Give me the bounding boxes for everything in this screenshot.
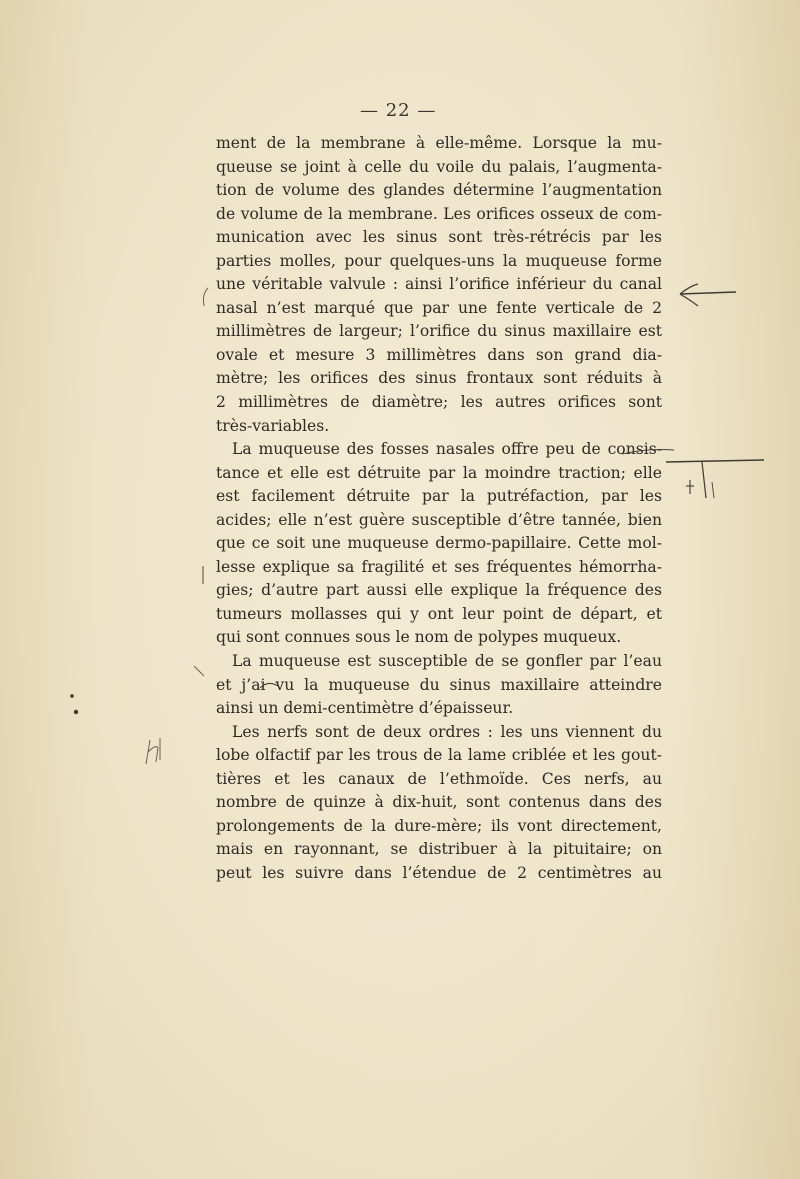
text-line: acides; elle n’est guère susceptible d’être tannée, bien — [216, 510, 662, 529]
text-line: mètre; les orifices des sinus frontaux sont réduits à — [216, 369, 662, 388]
ink-speck — [62, 690, 82, 720]
body-text — [216, 132, 662, 886]
paragraph-first-line: La muqueuse des fosses nasales offre peu de consis- — [232, 440, 662, 459]
paragraph-first-line: La muqueuse est susceptible de se gonfler par l’eau — [232, 652, 662, 671]
text-line: de volume de la membrane. Les orifices osseux de com- — [216, 204, 662, 223]
text-line: nasal n’est marqué que par une fente verticale de 2 — [216, 298, 662, 317]
text-line: queuse se joint à celle du voile du palais, l’augmenta- — [216, 157, 662, 176]
text-line: mais en rayonnant, se distribuer à la pituitaire; on — [216, 840, 662, 859]
text-line: tumeurs mollasses qui y ont leur point de départ, et — [216, 604, 662, 623]
text-line: lesse explique sa fragilité et ses fréquentes hémorrha- — [216, 557, 662, 576]
text-line: tance et elle est détruite par la moindre traction; elle — [216, 463, 662, 482]
text-line: ment de la membrane à elle-même. Lorsque la mu- — [216, 134, 662, 152]
pencil-margin-bar — [198, 564, 208, 588]
text-line: que ce soit une muqueuse dermo-papillaire. Cette mol- — [216, 534, 662, 553]
pencil-margin-initials — [140, 734, 180, 768]
text-line: munication avec les sinus sont très-rétrécis par les — [216, 228, 662, 247]
text-line: 2 millimètres de diamètre; les autres orifices sont — [216, 393, 662, 412]
pencil-underline-mark — [618, 446, 678, 466]
text-line: gies; d’autre part aussi elle explique la fréquence des — [216, 581, 662, 600]
text-line: prolongements de la dure-mère; ils vont directement, — [216, 816, 662, 835]
text-line: lobe olfactif par les trous de la lame criblée et les gout- — [216, 746, 662, 765]
paragraph-first-line: Les nerfs sont de deux ordres : les uns viennent du — [232, 722, 662, 741]
text-line: millimètres de largeur; l’orifice du sinus maxillaire est — [216, 322, 662, 341]
pencil-word-correction — [256, 678, 286, 694]
text-line: tion de volume des glandes détermine l’augmentation — [216, 181, 662, 200]
text-line: parties molles, pour quelques-uns la muqueuse forme — [216, 251, 662, 270]
text-line: une véritable valvule : ainsi l’orifice inférieur du canal — [216, 275, 662, 294]
pencil-cross-mark — [664, 448, 774, 508]
pencil-arrow-mark — [676, 280, 746, 310]
text-line: est facilement détruite par la putréfaction, par les — [216, 487, 662, 506]
text-line: qui sont connues sous le nom de polypes muqueux. — [216, 628, 622, 647]
text-line: tières et les canaux de l’ethmoïde. Ces nerfs, au — [216, 769, 662, 788]
text-line: peut les suivre dans l’étendue de 2 centimètres au — [216, 863, 662, 882]
pencil-margin-tick — [190, 662, 210, 682]
page-number: — 22 — — [360, 100, 437, 121]
text-line: nombre de quinze à dix-huit, sont contenus dans des — [216, 793, 662, 812]
pencil-margin-tick — [196, 284, 216, 314]
text-line: ovale et mesure 3 millimètres dans son grand dia- — [216, 345, 662, 364]
text-line: très-variables. — [216, 416, 330, 435]
text-line: et j’ai vu la muqueuse du sinus maxillaire atteindre — [216, 675, 662, 694]
text-line: ainsi un demi-centimètre d’épaisseur. — [216, 699, 514, 718]
